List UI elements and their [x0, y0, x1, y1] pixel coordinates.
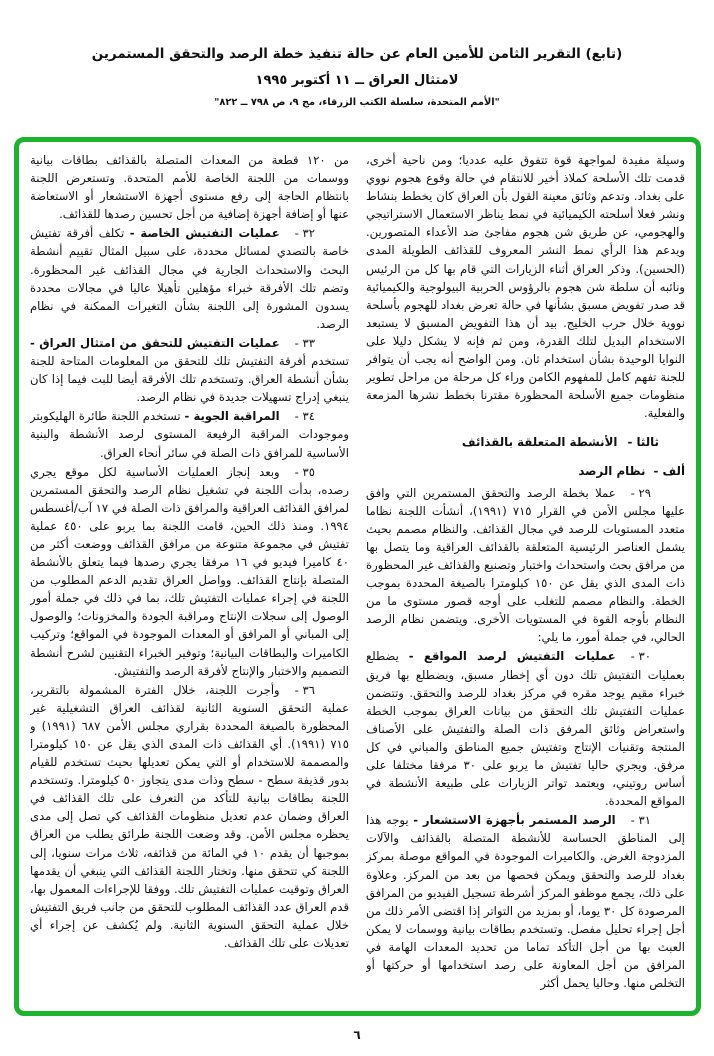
paragraph-text: وأجرت اللجنة، خلال الفترة المشمولة بالتقرير، عملية التحقق السنوية الثانية لقذائف العراق التشغيلية غير المحظورة بالصيغة المحددة بقراري مجلس الأمن ٦٨٧ (١٩٩١) و ٧١٥ (١٩٩١). أي القذائف ذات المدى الذي يقل عن ١٥٠ كيلومترا والمصممة للاستخدام أو التي يمكن تعديلها بحيث تستخدم للقيام بدور قذيفة سطح - سطح وذات مدى يتجاوز ٥٠ كيلومترا. وتستخدم اللجنة بطاقات بيانية للتأكد من التعرف على تلك القذائف في العراق وضمان عدم تعديل منظومات القذائف كي تصل إلى مدى يحظره مجلس الأمن. وقد وضعت اللجنة طرائق يطلب من العراق بموجبها أن يقدم ١٠ في المائة من قذائفه، ثلاث مرات سنويا، إلى اللجنة كي تتحقق منها. وتختار اللجنة القذائف التي ينبغي أن يقدمها العراق وتوقيت عمليات التفتيش تلك. ووفقا للإجراءات المعمول بها، قدم العراق عدد القذائف المطلوب للتحقق من جانب فريق التفتيش خلال عملية التحقق السنوية الثانية. ولم يُكشف عن إجراء أي تعديلات على تلك القذائف.: [30, 682, 349, 951]
paragraph-33: [30, 334, 349, 406]
paragraph-continuation-left: [30, 151, 349, 223]
paragraph-34: [30, 407, 349, 461]
subsection-heading-alef: [366, 462, 685, 480]
column-left: [30, 151, 349, 1011]
paragraph-number: ٢٩ -: [630, 485, 651, 500]
paragraph-29: [366, 484, 685, 647]
paragraph-31: [366, 811, 685, 992]
paragraph-runin-title: المراقبة الجوية -: [184, 409, 280, 424]
paragraph-30: [366, 647, 685, 810]
section-heading-third: [366, 433, 685, 451]
section-title: الأنشطة المتعلقة بالقذائف: [461, 435, 618, 450]
paragraph-number: ٣٢ -: [294, 226, 315, 241]
report-subtitle-date: لامتثال العراق ــ ١١ أكتوبر ١٩٩٥: [255, 73, 459, 89]
column-right: [366, 151, 685, 1011]
green-border-frame: [14, 137, 701, 1016]
paragraph-runin-title: عمليات التفتيش الخاصة -: [129, 226, 280, 241]
paragraph-text: وبعد إنجاز العمليات الأساسية لكل موقع يجري رصده، بدأت اللجنة في تشغيل نظام الرصد والتحقق المستمرين لمرافق القذائف العراقية والمرافق ذات الصلة في ١٧ آب/أغسطس ١٩٩٤. ومنذ ذلك الحين، قامت اللجنة بما يربو على ٤٥٠ عملية تفتيش في مجموعة متنوعة من مرافق القذائف ووضعت أكثر من ٤٠ كاميرا فيديو في ١٦ مرفقا يجري رصدها فيما يتعلق بالأنشطة المتصلة بإنتاج القذائف. وواصل العراق تقديم الدعم المطلوب من اللجنة في إجراء عمليات التفتيش تلك، بما في ذلك في جملة أمور الوصول إلى سجلات الإنتاج ومراقبة الجودة والمخزونات؛ والوصول إلى المباني أو المرافق أو المعدات الموجودة في المواقع؛ وتركيب الكاميرات والبطاقات البيانية؛ وتوفير الخبراء التقنيين لشرح أنشطة التصميم والاختبار والإنتاج لأفرقة الرصد والتفتيش.: [30, 464, 349, 678]
paragraph-text: يوجه هذا إلى المناطق الحساسة للأنشطة المتصلة بالقذائف والآلات المزدوجة الغرض. والكاميرات الموجودة في المواقع موصلة بمركز بغداد للرصد والتحقق ويمكن فحصها من بعد من المركز. وعلاوة على ذلك، يجمع موظفو المركز أشرطة تسجيل الفيديو من المرافق المرصودة كل ٣٠ يوما، أو بمزيد من التواتر إذا اقتضى الأمر ذلك من أجل إجراء تحليل مفصل. وتستخدم بطاقات بيانية ووسمات لا يمكن العبث بها من أجل التأكد تماما من تحديد المعدات الهامة في المرافق من أجل المعاونة على رصد استخدامها أو حركتها أو التخلص منها. وحاليا يحمل أكثر: [366, 813, 685, 991]
paragraph-text: من ١٢٠ قطعة من المعدات المتصلة بالقذائف بطاقات بيانية ووسمات من اللجنة الخاصة للأمم المتحدة. وتستعرض اللجنة بانتظام الحاجة إلى رفع مستوى أجهزة الاستشعار أو الاستعاضة عنها أو إضافة أجهزة إضافية من أجل تحسين رصدها للقذائف.: [30, 153, 349, 222]
paragraph-runin-title: عمليات التفتيش لرصد المواقع -: [408, 649, 616, 664]
paragraph-number: ٣٣ -: [294, 335, 315, 350]
paragraph-36: [30, 681, 349, 952]
paragraph-number: ٣٤ -: [294, 409, 315, 424]
paragraph-text: وسيلة مفيدة لمواجهة قوة تتفوق عليه عدديا؛ ومن ناحية أخرى، قدمت تلك الأسلحة كملاذ أخير للانتقام في حالة وقوع هجوم نووي على بغداد. وتدعم وثائق معينة القول بأن العراق كان يخطط بنشاط ونشر فعلا أسلحته الكيميائية في نمط يناظر الاستعمال الاستراتيجي والهجومي، عن طريق شن هجوم مفاجئ ضد الأعداء المتصورين. ويدعم هذا الرأي نمط النشر المعروف للقذائف الطويلة المدى (الحسين). وذكر العراق أثناء الزيارات التي قام بها كل من الرئيس ونائبه أن سلطة شن هجوم بالرؤوس الحربية البيولوجية والكيميائية قد صدر تفويض مسبق بشأنها في حالة تعرض بغداد للهجوم بأسلحة نووية خلال حرب الخليج. بيد أن هذا التفويض المسبق لا يستبعد الاستخدام البديل لتلك القدرة، ومن ثم فإنه لا يشكل دليلا على النوايا الوحيدة بشأن استخدام ثان. ومن الواضح أنه يجب أن يتوافر للجنة تفهم كامل للمفهوم الكامن وراء كل مرحلة من مراحل تطوير منظومات جميع الأسلحة المحظورة مقترنا بخطط نشرها المزمعة والفعلية.: [366, 153, 685, 421]
paragraph-continuation-right: [366, 151, 685, 422]
report-title: (تابع) التقرير الثامن للأمين العام عن حالة تنفيذ خطة الرصد والتحقق المستمرين: [91, 46, 623, 62]
section-label: ثالثا -: [627, 435, 659, 450]
paragraph-text: تستخدم اللجنة طائرة الهليكوبتر وموجودات المراقبة الرفيعة المستوى لرصد الأنشطة والبنية الأساسية للمرافق ذات الصلة في سائر أنحاء العراق.: [30, 409, 349, 460]
subsection-label: ألف -: [653, 463, 685, 478]
paragraph-number: ٣٥ -: [294, 464, 315, 479]
paragraph-number: ٣١ -: [630, 813, 651, 828]
paragraph-text: عملا بخطة الرصد والتحقق المستمرين التي وافق عليها مجلس الأمن في القرار ٧١٥ (١٩٩١)، أنشأت اللجنة نظاما متعدد المستويات للرصد في مجال القذائف. والنظام مصمم بحيث يشمل العناصر الرئيسية المتعلقة بالقذائف العراقية وما يتصل بها من مرافق بحث واستحداث واختبار وتصنيع والقذائف غير المحظورة ذات المدى الذي يقل عن ١٥٠ كيلومترا بالصيغة المحددة بموجب الخطة. والنظام مصمم للتغلب على أوجه قصور مستوى ما من النظام بأوجه القوة في المستويات الأخرى. ويتضمن نظام الرصد الحالي، في جملة أمور، ما يلي:: [366, 485, 685, 645]
paragraph-35: [30, 463, 349, 680]
paragraph-text: تستخدم أفرقة التفتيش تلك للتحقق من المعلومات المتاحة للجنة بشأن أنشطة العراق. وتستخدم تلك الأفرقة أيضا للبت فيما إذا كان ينبغي إدراج تسهيلات جديدة في نظام الرصد.: [30, 354, 349, 405]
subsection-title: نظام الرصد: [578, 463, 646, 478]
page-number: ٦: [353, 1028, 361, 1042]
source-citation: "الأمم المتحدة، سلسلة الكتب الزرقاء، مج ٩، ص ٧٩٨ ــ ٨٢٢": [214, 97, 500, 109]
paragraph-number: ٣٦ -: [294, 682, 315, 697]
paragraph-runin-title: الرصد المستمر بأجهزة الاستشعار -: [413, 813, 616, 828]
paragraph-text: تكلف أفرقة تفتيش خاصة بالتصدي لمسائل محددة، على سبيل المثال تقييم أنشطة البحث والاستحداث الجارية في مجال القذائف غير المحظورة. وتضم تلك الأفرقة خبراء مؤهلين تأهيلا عاليا في مجالات محددة يسدون المشورة إلى اللجنة بشأن التغيرات الممكنة في نظام الرصد.: [30, 226, 349, 331]
two-column-text: [19, 142, 696, 1011]
paragraph-runin-title: عمليات التفتيش للتحقق من امتثال العراق -: [30, 335, 280, 350]
paragraph-number: ٣٠ -: [630, 649, 651, 664]
paragraph-text: يضطلع بعمليات التفتيش تلك دون أي إخطار مسبق، ويضطلع بها فريق خبراء مقيم يوجد مقره في مركز بغداد للرصد والتحقق. وتتضمن عمليات التفتيش تلك التحقق من بيانات العراق بموجب الخطة واستعراض وثائق المرفق ذات الصلة والتفتيش على الأصناف المنتجة وتقنيات الإنتاج وتفتيش جميع المناطق والمباني في كل مرفق. ويجري حاليا تفتيش ما يربو على ٣٠ مرفقا مختلفا على أساس روتيني، ويعتمد تواتر الزيارات على طبيعة الأنشطة في المواقع المحددة.: [366, 649, 685, 809]
paragraph-32: [30, 224, 349, 333]
document-header: [0, 0, 714, 108]
